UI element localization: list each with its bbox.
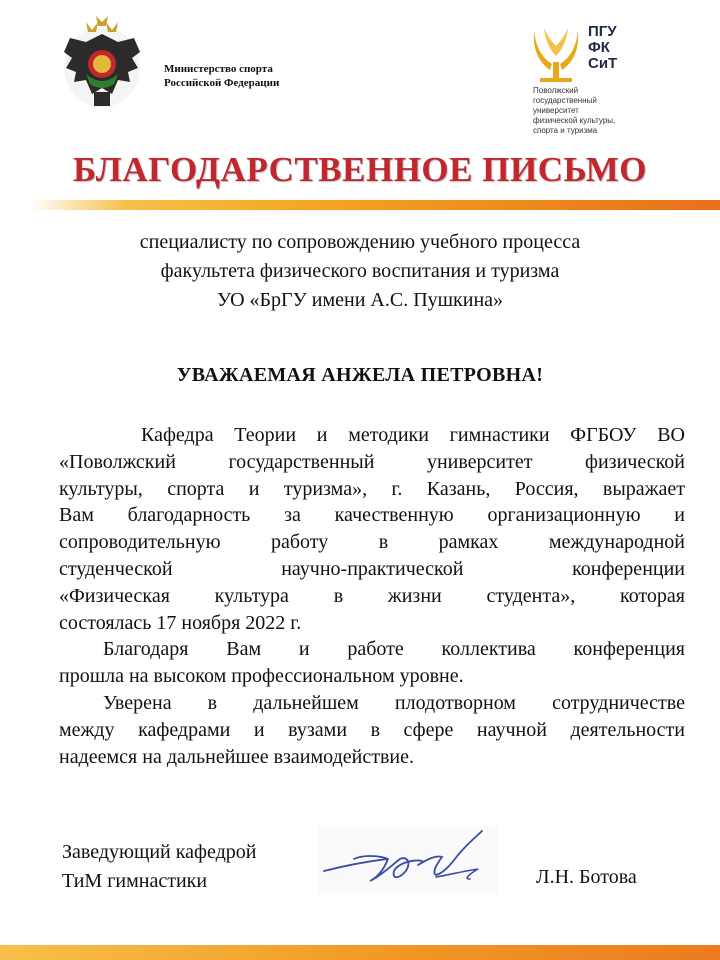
body-line: состоялась 17 ноября 2022 г. bbox=[59, 611, 302, 634]
university-name bbox=[533, 86, 673, 136]
coat-of-arms-icon bbox=[56, 12, 148, 112]
body-line: Вам благодарность за качественную организационную и bbox=[59, 504, 685, 527]
signatory-position-line: ТиМ гимнастики bbox=[62, 870, 208, 892]
body-line: сопроводительную работу в рамках международной bbox=[59, 531, 685, 554]
handwritten-signature-icon bbox=[318, 825, 498, 893]
body-line: между кафедрами и вузами в сфере научной деятельности bbox=[59, 718, 685, 741]
recipient-line: специалисту по сопровождению учебного процесса bbox=[139, 231, 581, 253]
university-abbreviation bbox=[588, 24, 617, 72]
body-line: прошла на высоком профессиональном уровне. bbox=[59, 665, 464, 688]
university-name-line: университет bbox=[533, 106, 579, 115]
university-name-line: Поволжский bbox=[533, 86, 579, 95]
signatory-name: Л.Н. Ботова bbox=[536, 866, 637, 888]
university-abbr-line: ПГУ bbox=[588, 23, 617, 40]
university-abbr-line: СиТ bbox=[588, 55, 618, 72]
university-name-line: спорта и туризма bbox=[533, 126, 598, 135]
university-name-line: физической культуры, bbox=[533, 116, 616, 125]
university-name-line: государственный bbox=[533, 96, 597, 105]
letter-title: БЛАГОДАРСТВЕННОЕ ПИСЬМО bbox=[73, 150, 647, 189]
letter-body bbox=[59, 422, 685, 770]
recipient-block bbox=[60, 228, 660, 315]
signatory-position bbox=[62, 838, 257, 896]
signatory-position-line: Заведующий кафедрой bbox=[62, 841, 257, 863]
body-line: надеемся на дальнейшее взаимодействие. bbox=[59, 745, 414, 768]
recipient-line: УО «БрГУ имени А.С. Пушкина» bbox=[216, 289, 504, 311]
bottom-decorative-bar bbox=[0, 945, 720, 960]
body-line: Уверена в дальнейшем плодотворном сотрудничестве bbox=[103, 691, 685, 714]
title-underline-stripe bbox=[30, 200, 720, 210]
ministry-line: Российской Федерации bbox=[164, 77, 280, 89]
ministry-name bbox=[164, 62, 279, 90]
body-line: «Физическая культура в жизни студента», которая bbox=[59, 584, 685, 607]
university-logo-icon bbox=[530, 24, 582, 84]
university-abbr-line: ФК bbox=[588, 39, 610, 56]
salutation: УВАЖАЕМАЯ АНЖЕЛА ПЕТРОВНА! bbox=[176, 364, 544, 386]
ministry-line: Министерство спорта bbox=[164, 63, 273, 75]
body-line: «Поволжский государственный университет физической bbox=[59, 450, 685, 473]
body-line: культуры, спорта и туризма», г. Казань, Россия, выражает bbox=[59, 477, 685, 500]
body-line: студенческой научно-практической конференции bbox=[59, 557, 685, 580]
body-line: Благодаря Вам и работе коллектива конференция bbox=[103, 638, 685, 661]
body-line: Кафедра Теории и методики гимнастики ФГБОУ ВО bbox=[141, 424, 685, 446]
recipient-line: факультета физического воспитания и туризма bbox=[160, 260, 560, 282]
